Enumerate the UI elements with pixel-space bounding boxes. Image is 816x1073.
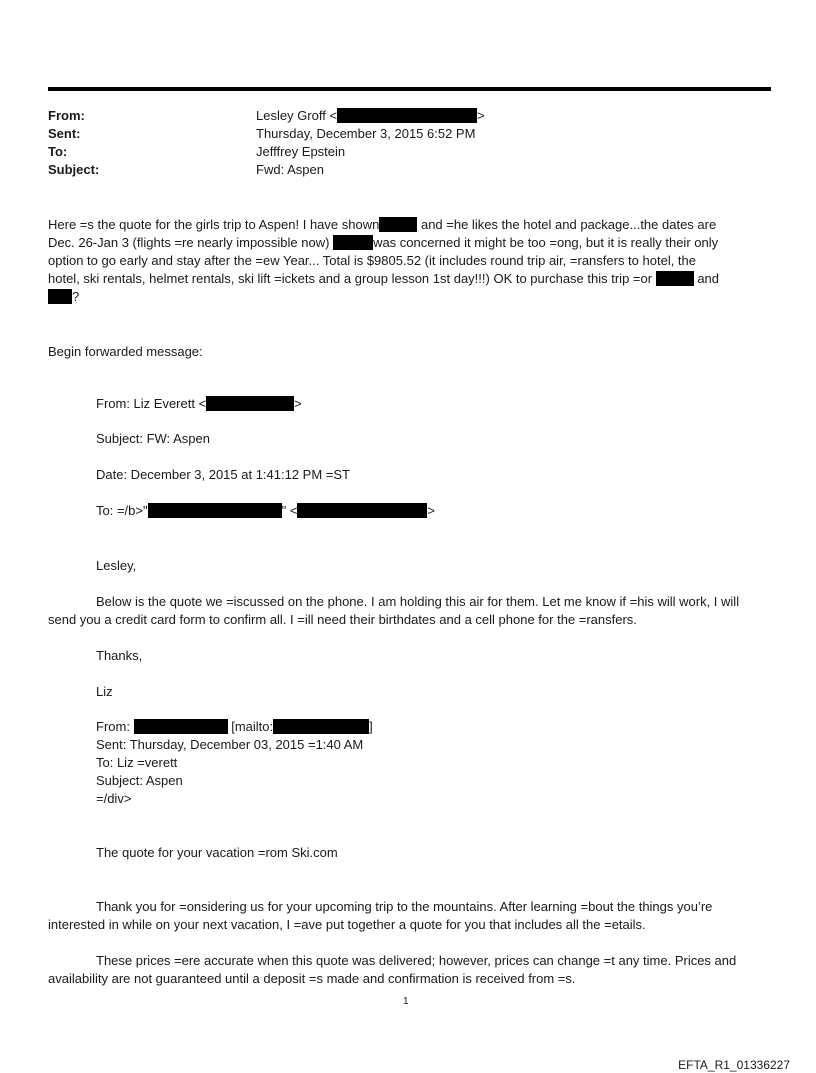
redaction-box — [337, 108, 477, 123]
liz-signature: Liz — [96, 684, 113, 699]
to-label: To: — [48, 144, 68, 159]
fwd-from: From: Liz Everett < > — [96, 396, 302, 411]
header-rule — [48, 87, 771, 91]
sent-value: Thursday, December 3, 2015 6:52 PM — [256, 126, 476, 141]
fwd-date: Date: December 3, 2015 at 1:41:12 PM =ST — [96, 467, 351, 482]
redaction-box — [148, 503, 282, 518]
inner-to: To: Liz =verett — [96, 755, 178, 770]
begin-forwarded: Begin forwarded message: — [48, 344, 203, 359]
fwd-subject: Subject: FW: Aspen — [96, 431, 210, 446]
quote-p2-line-1: These prices =ere accurate when this quote was delivered; however, prices can change =t any time. Prices and — [96, 953, 737, 968]
body-line-5: ? — [48, 288, 774, 306]
from-suffix: > — [477, 108, 485, 123]
redaction-box — [206, 396, 294, 411]
quote-p1-line-1: Thank you for =onsidering us for your upcoming trip to the mountains. After learning =bout the things you’re — [96, 899, 713, 914]
fwd-to: To: =/b>" " < > — [96, 503, 436, 518]
redaction-box — [297, 503, 427, 518]
sent-label: Sent: — [48, 126, 81, 141]
document-id: EFTA_R1_01336227 — [678, 1058, 790, 1072]
from-value — [256, 107, 485, 125]
redaction-box — [273, 719, 369, 734]
from-name: Lesley Groff < — [256, 108, 338, 123]
quote-paragraph-1 — [48, 898, 774, 934]
quote-p2-line-2: availability are not guaranteed until a deposit =s made and confirmation is received from =s. — [48, 971, 576, 986]
quote-p1-line-2: interested in while on your next vacation, I =ave put together a quote for you that includes all the =etails. — [48, 917, 646, 932]
inner-div: =/div> — [96, 791, 132, 806]
body-line-1: Here =s the quote for the girls trip to Aspen! I have shown and =he likes the hotel and package...the dates are — [48, 217, 717, 232]
body-line-2: Dec. 26-Jan 3 (flights =re nearly impossible now) was concerned it might be too =ong, but it is really their only — [48, 235, 719, 250]
redaction-box — [134, 719, 228, 734]
liz-thanks: Thanks, — [96, 648, 143, 663]
redaction-box — [656, 271, 694, 286]
page-number: 1 — [403, 996, 409, 1007]
inner-subject: Subject: Aspen — [96, 773, 183, 788]
liz-greeting: Lesley, — [96, 558, 137, 573]
quote-title: The quote for your vacation =rom Ski.com — [96, 845, 338, 860]
redaction-box — [379, 217, 417, 232]
inner-from: From: [mailto: ] — [96, 719, 373, 734]
to-value: Jefffrey Epstein — [256, 144, 346, 159]
liz-line-2: send you a credit card form to confirm all. I =ill need their birthdates and a cell phone for the =ransfers. — [48, 612, 637, 627]
redaction-box — [48, 289, 72, 304]
redaction-box — [333, 235, 373, 250]
from-label: From: — [48, 108, 85, 123]
quote-paragraph-2 — [48, 952, 774, 988]
subject-value: Fwd: Aspen — [256, 162, 324, 177]
body-line-3: option to go early and stay after the =ew Year... Total is $9805.52 (it includes round trip air, =ransfers to hotel, the — [48, 253, 697, 268]
body-paragraph — [48, 216, 774, 306]
subject-label: Subject: — [48, 162, 100, 177]
body-line-4: hotel, ski rentals, helmet rentals, ski lift =ickets and a group lesson 1st day!!!) OK to purchase this trip =or and — [48, 271, 720, 286]
inner-sent: Sent: Thursday, December 03, 2015 =1:40 AM — [96, 737, 364, 752]
liz-line-1: Below is the quote we =iscussed on the phone. I am holding this air for them. Let me know if =his will work, I will — [96, 594, 740, 609]
liz-paragraph — [48, 593, 774, 629]
